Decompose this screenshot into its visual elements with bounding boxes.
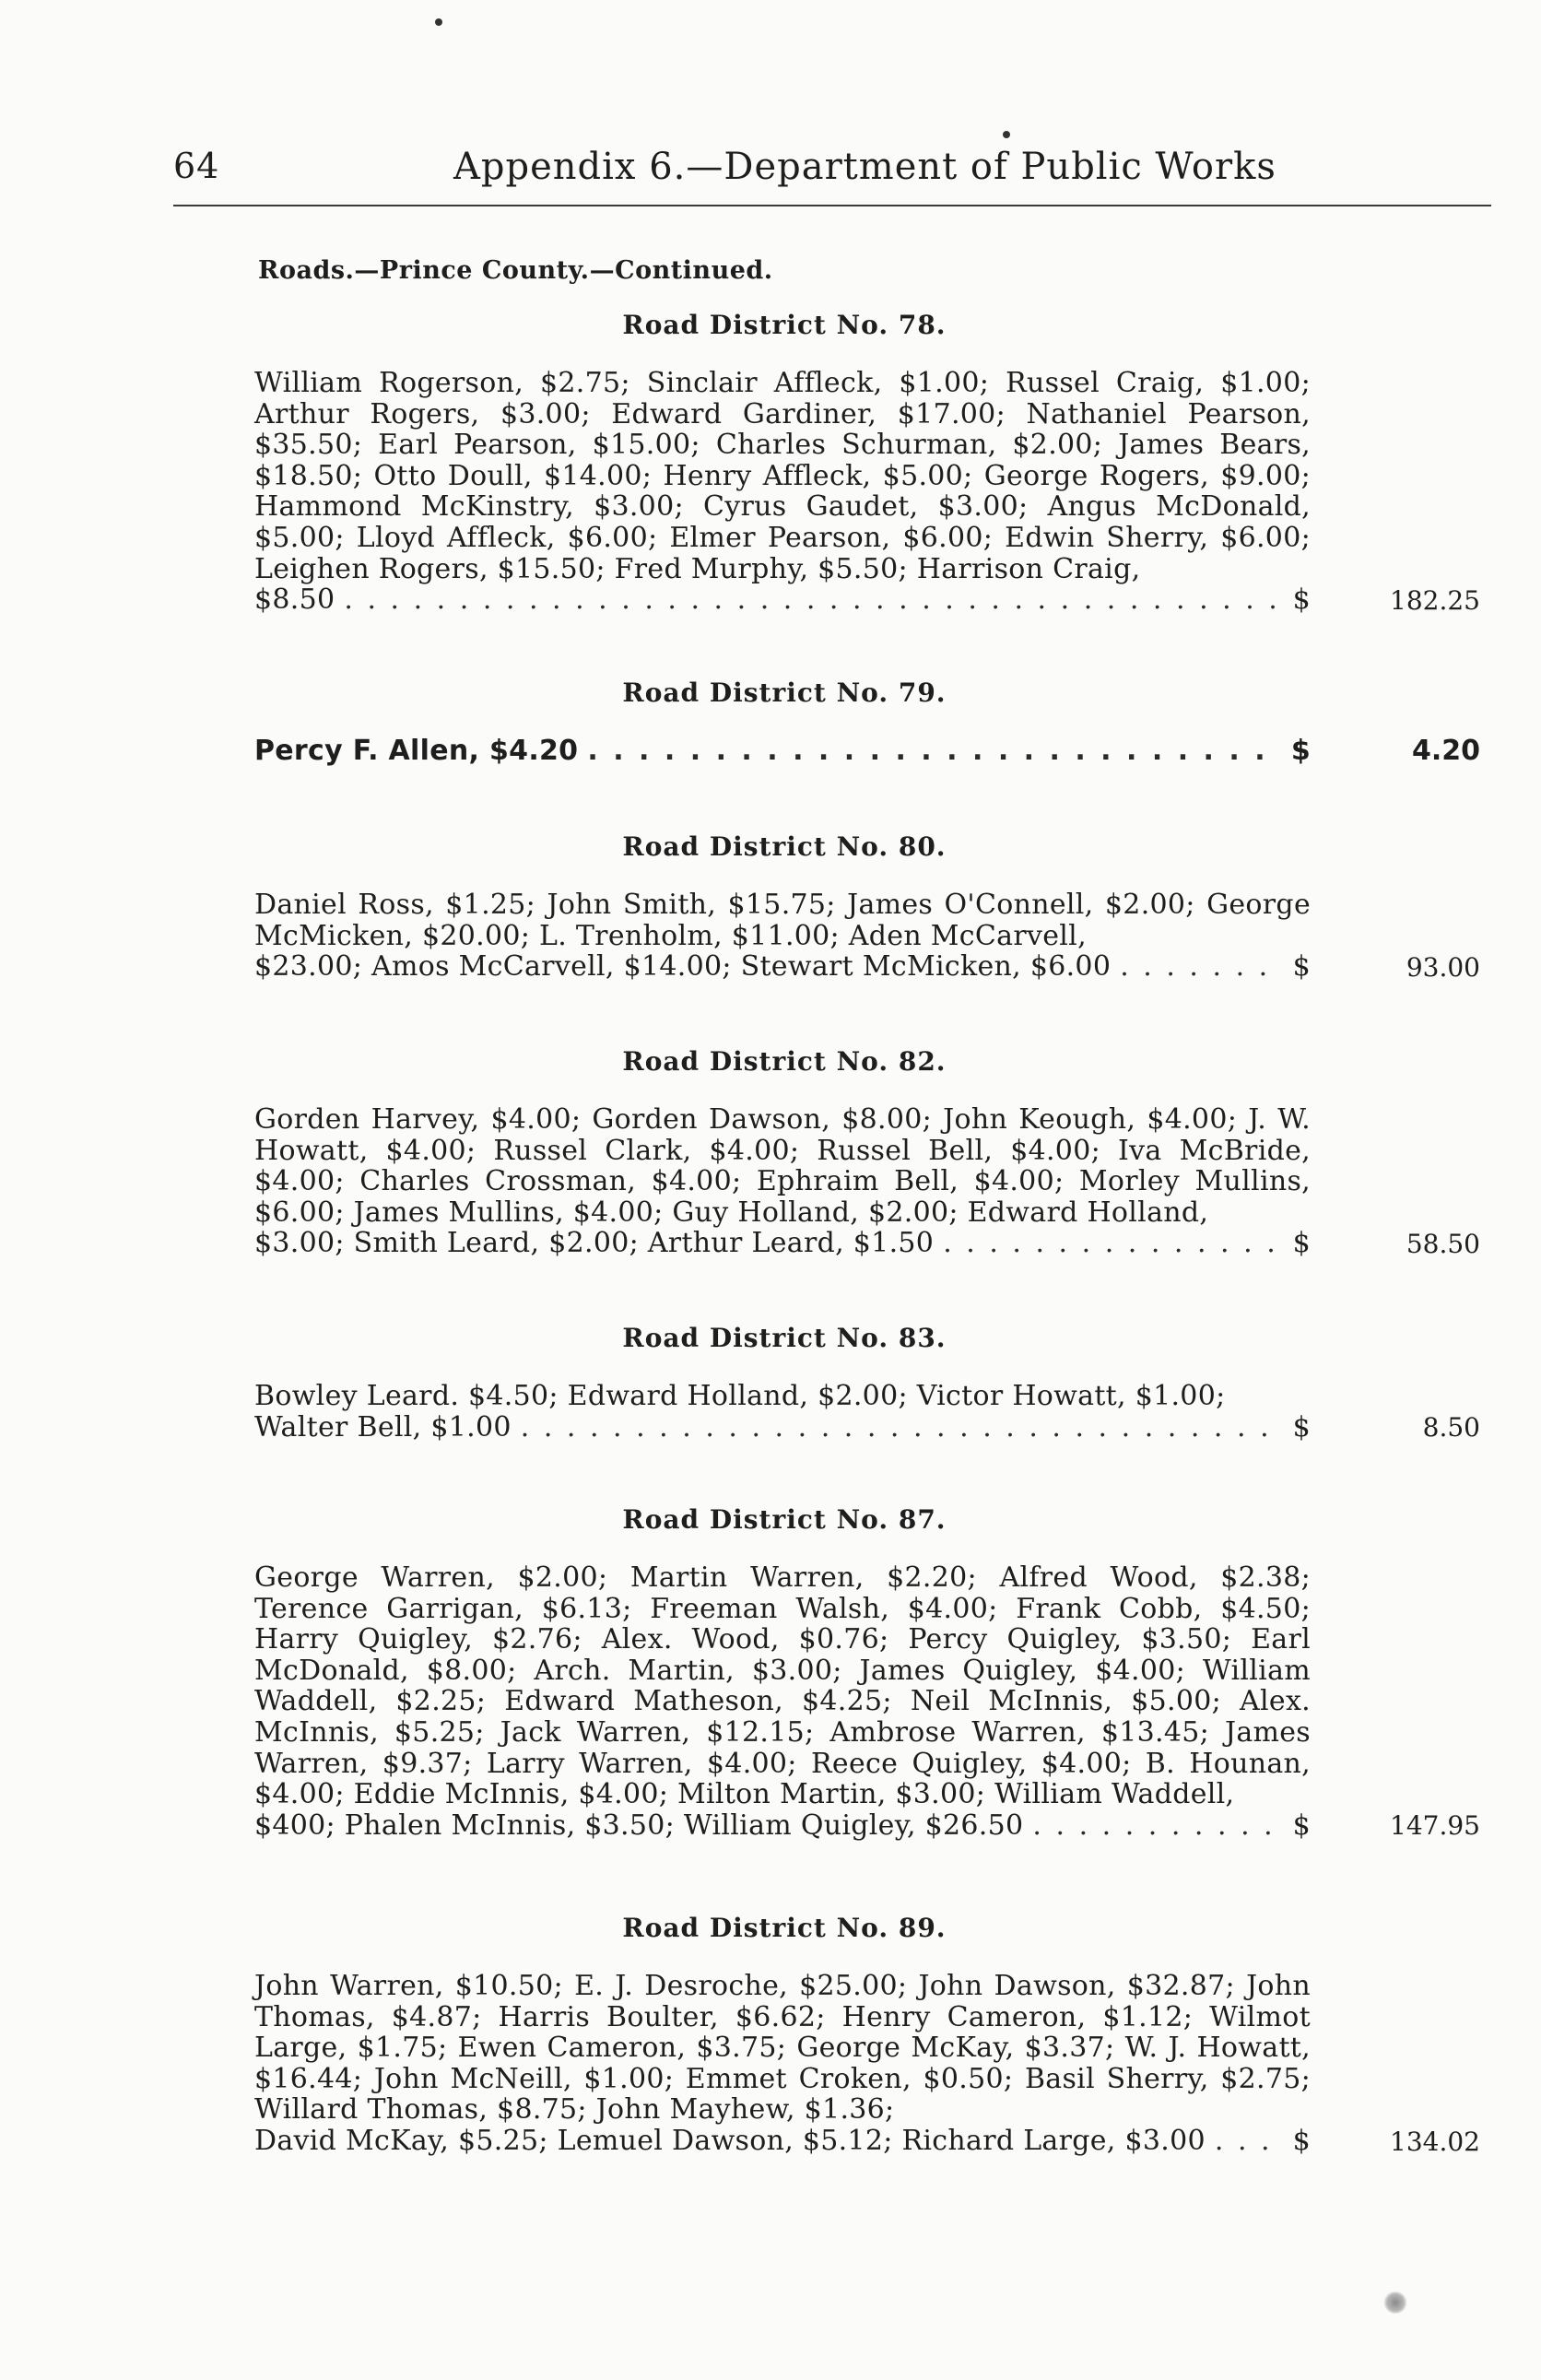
dollar-sign: $ (1292, 1410, 1311, 1443)
district-entries: William Rogerson, $2.75; Sinclair Affleck, $1.00; Russel Craig, $1.00; Arthur Rogers, $3.00; Edward Gardiner, $17.00; Nathaniel Pearson, $35.50; Earl Pearson, $15.00; Charles Schurman, $2.00; James Bears, $18.50; Otto Doull, $14.00; Henry Affleck, $5.00; George Rogers, $9.00; Hammond McKinstry, $3.00; Cyrus Gaudet, $3.00; Angus McDonald, $5.00; Lloyd Affleck, $6.00; Elmer Pearson, $6.00; Edwin Sherry, $6.00; Leighen Rogers, $15.50; Fred Murphy, $5.50; Harrison Craig, (254, 367, 1311, 585)
dot-leader (344, 584, 1283, 616)
district-heading: Road District No. 83. (622, 1323, 947, 1353)
section-title: Roads.—Prince County.—Continued. (258, 256, 773, 285)
district-83 (254, 1323, 1480, 1443)
district-last-line (254, 584, 1311, 616)
dot-leader (943, 1228, 1283, 1259)
district-entries: George Warren, $2.00; Martin Warren, $2.20; Alfred Wood, $2.38; Terence Garrigan, $6.13; Freeman Walsh, $4.00; Frank Cobb, $4.50; Harry Quigley, $2.76; Alex. Wood, $0.76; Percy Quigley, $3.50; Earl McDonald, $8.00; Arch. Martin, $3.00; James Quigley, $4.00; William Waddell, $2.25; Edward Matheson, $4.25; Neil McInnis, $5.00; Alex. McInnis, $5.25; Jack Warren, $12.15; Ambrose Warren, $13.45; James Warren, $9.37; Larry Warren, $4.00; Reece Quigley, $4.00; B. Hounan, $4.00; Eddie McInnis, $4.00; Milton Martin, $3.00; William Waddell, (254, 1561, 1311, 1811)
district-78 (254, 310, 1480, 616)
ink-stain (1382, 2292, 1408, 2314)
dollar-sign: $ (1290, 735, 1311, 767)
last-line-text: Percy F. Allen, $4.20 (254, 735, 579, 767)
district-heading: Road District No. 80. (622, 831, 947, 862)
last-line-text: $400; Phalen McInnis, $3.50; William Quigley, $26.50 (254, 1809, 1024, 1842)
last-line-text: $23.00; Amos McCarvell, $14.00; Stewart McMicken, $6.00 (254, 950, 1112, 984)
running-head: Appendix 6.—Department of Public Works (453, 146, 1276, 188)
district-entries: Bowley Leard. $4.50; Edward Holland, $2.00; Victor Howatt, $1.00; (254, 1380, 1226, 1412)
district-heading: Road District No. 82. (622, 1046, 947, 1077)
dot-leader (1120, 951, 1283, 983)
district-last-line (254, 1228, 1311, 1259)
district-entries: John Warren, $10.50; E. J. Desroche, $25.00; John Dawson, $32.87; John Thomas, $4.87; Harris Boulter, $6.62; Henry Cameron, $1.12; Wilmot Large, $1.75; Ewen Cameron, $3.75; George McKay, $3.37; W. J. Howatt, $16.44; John McNeill, $1.00; Emmet Croken, $0.50; Basil Sherry, $2.75; Willard Thomas, $8.75; John Mayhew, $1.36; (254, 1970, 1311, 2127)
dot-leader (1215, 2126, 1284, 2157)
district-total: 4.20 (1411, 734, 1480, 767)
district-last-line (254, 1412, 1311, 1443)
last-line-text: $8.50 (254, 583, 335, 617)
district-heading: Road District No. 78. (622, 310, 947, 340)
last-line-text: David McKay, $5.25; Lemuel Dawson, $5.12; Richard Large, $3.00 (254, 2124, 1206, 2157)
district-last-line (254, 736, 1311, 767)
district-entries: Daniel Ross, $1.25; John Smith, $15.75; James O'Connell, $2.00; George McMicken, $20.00; L. Trenholm, $11.00; Aden McCarvell, (254, 889, 1311, 952)
district-79 (254, 677, 1480, 767)
dot-leader (521, 1412, 1284, 1443)
district-total: 58.50 (1406, 1228, 1480, 1259)
district-80 (254, 831, 1480, 983)
ink-speck (1003, 131, 1010, 138)
district-last-line (254, 2126, 1311, 2157)
page-header (173, 146, 1482, 201)
dollar-sign: $ (1292, 950, 1311, 984)
district-last-line (254, 1810, 1311, 1842)
district-total: 134.02 (1390, 2126, 1480, 2157)
dollar-sign: $ (1292, 2124, 1311, 2157)
dot-leader (1032, 1810, 1283, 1842)
ink-speck (435, 18, 442, 26)
last-line-text: Walter Bell, $1.00 (254, 1410, 512, 1443)
district-87 (254, 1504, 1480, 1841)
district-total: 147.95 (1390, 1810, 1480, 1842)
district-total: 8.50 (1422, 1412, 1480, 1443)
last-line-text: $3.00; Smith Leard, $2.00; Arthur Leard, $1.50 (254, 1227, 935, 1260)
district-82 (254, 1046, 1480, 1259)
district-heading: Road District No. 79. (622, 677, 947, 708)
dollar-sign: $ (1292, 1809, 1311, 1842)
district-total: 93.00 (1406, 951, 1480, 983)
dollar-sign: $ (1292, 583, 1311, 617)
district-89 (254, 1913, 1480, 2157)
district-last-line (254, 951, 1311, 983)
district-heading: Road District No. 89. (622, 1913, 947, 1943)
dollar-sign: $ (1292, 1227, 1311, 1260)
dot-leader (587, 736, 1281, 767)
header-rule (173, 205, 1491, 206)
district-heading: Road District No. 87. (622, 1504, 947, 1535)
district-total: 182.25 (1390, 584, 1480, 616)
page-number: 64 (173, 146, 220, 186)
district-entries: Gorden Harvey, $4.00; Gorden Dawson, $8.00; John Keough, $4.00; J. W. Howatt, $4.00; Russel Clark, $4.00; Russel Bell, $4.00; Iva McBride, $4.00; Charles Crossman, $4.00; Ephraim Bell, $4.00; Morley Mullins, $6.00; James Mullins, $4.00; Guy Holland, $2.00; Edward Holland, (254, 1103, 1311, 1229)
